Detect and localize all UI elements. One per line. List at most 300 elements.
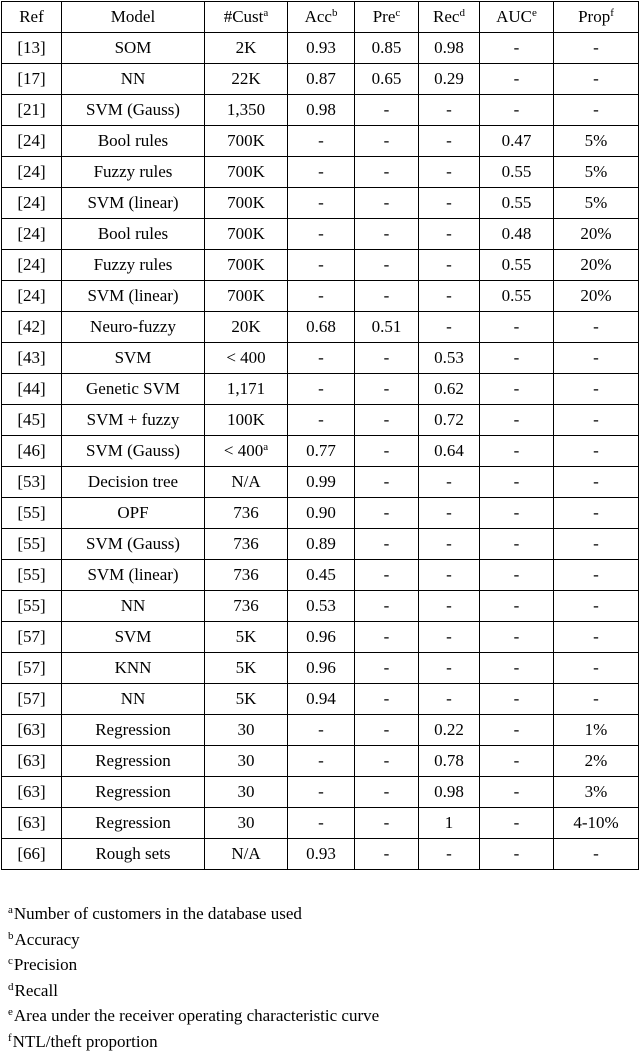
cell-model <box>62 560 205 591</box>
cell-auc <box>480 839 554 870</box>
cell-value: - <box>513 844 520 863</box>
cell-value: - <box>318 224 324 243</box>
cell-value: [43] <box>17 348 46 367</box>
footnote-marker: a <box>263 441 269 453</box>
cell-value: 0.65 <box>371 69 402 88</box>
cell-rec <box>419 467 480 498</box>
cell-acc <box>288 95 355 126</box>
cell-value: 700K <box>227 131 265 150</box>
cell-value: - <box>446 255 452 274</box>
cell-value: - <box>383 596 390 615</box>
cell-cust <box>205 33 288 64</box>
cell-pre <box>355 64 419 95</box>
cell-value: 20K <box>231 317 261 336</box>
cell-prop <box>554 126 639 157</box>
cell-value: - <box>318 379 324 398</box>
table-row <box>2 250 639 281</box>
cell-auc <box>480 64 554 95</box>
cell-value: - <box>593 534 599 553</box>
cell-value: Neuro-fuzzy <box>90 317 176 336</box>
cell-acc <box>288 405 355 436</box>
cell-value: - <box>513 782 520 801</box>
cell-pre <box>355 746 419 777</box>
cell-value: Decision tree <box>87 472 179 491</box>
column-header-model <box>62 2 205 33</box>
cell-ref <box>2 653 62 684</box>
cell-value: 0.64 <box>434 441 464 460</box>
cell-value: - <box>593 100 599 119</box>
cell-value: 0.22 <box>434 720 464 739</box>
table-row <box>2 343 639 374</box>
footnote-marker: c <box>395 7 401 19</box>
cell-value: < 400 <box>226 348 266 367</box>
cell-value: SOM <box>114 38 152 57</box>
cell-value: 2K <box>235 38 257 57</box>
cell-rec <box>419 591 480 622</box>
cell-value: - <box>513 658 520 677</box>
cell-ref <box>2 498 62 529</box>
cell-value: [63] <box>17 813 46 832</box>
cell-rec <box>419 219 480 250</box>
column-header-cust <box>205 2 288 33</box>
cell-pre <box>355 312 419 343</box>
cell-acc <box>288 126 355 157</box>
cell-value: - <box>513 317 520 336</box>
cell-value: [13] <box>17 38 46 57</box>
cell-cust <box>205 560 288 591</box>
cell-value: 3% <box>584 782 608 801</box>
cell-value: 0.55 <box>501 162 532 181</box>
cell-rec <box>419 343 480 374</box>
cell-value: [24] <box>17 286 46 305</box>
cell-model <box>62 188 205 219</box>
cell-rec <box>419 281 480 312</box>
table-row <box>2 436 639 467</box>
cell-acc <box>288 467 355 498</box>
cell-model <box>62 33 205 64</box>
table-row <box>2 281 639 312</box>
cell-value: - <box>383 441 390 460</box>
cell-value: 0.96 <box>306 627 336 646</box>
cell-value: - <box>593 627 599 646</box>
cell-prop <box>554 157 639 188</box>
cell-prop <box>554 374 639 405</box>
cell-rec <box>419 529 480 560</box>
table-row <box>2 157 639 188</box>
column-header-label: Pre <box>372 7 396 26</box>
cell-value: - <box>383 720 390 739</box>
cell-cust <box>205 64 288 95</box>
footnotes <box>8 901 379 1055</box>
cell-pre <box>355 157 419 188</box>
table-row <box>2 374 639 405</box>
cell-pre <box>355 467 419 498</box>
cell-rec <box>419 157 480 188</box>
footnote-text: Number of customers in the database used <box>13 904 302 923</box>
cell-value: [17] <box>17 69 46 88</box>
cell-ref <box>2 126 62 157</box>
cell-value: [24] <box>17 255 46 274</box>
cell-value: - <box>383 751 390 770</box>
cell-value: [24] <box>17 193 46 212</box>
cell-rec <box>419 715 480 746</box>
cell-ref <box>2 808 62 839</box>
cell-acc <box>288 219 355 250</box>
cell-value: 30 <box>237 720 255 739</box>
cell-value: 0.99 <box>306 472 336 491</box>
cell-value: - <box>593 472 599 491</box>
cell-value: 0.98 <box>306 100 336 119</box>
cell-ref <box>2 467 62 498</box>
cell-value: 736 <box>233 565 259 584</box>
cell-value: SVM (Gauss) <box>86 441 180 460</box>
cell-prop <box>554 808 639 839</box>
cell-value: - <box>513 534 520 553</box>
cell-value: 0.72 <box>434 410 464 429</box>
table-row <box>2 219 639 250</box>
cell-pre <box>355 777 419 808</box>
cell-cust <box>205 622 288 653</box>
cell-value: - <box>513 596 520 615</box>
cell-value: 0.94 <box>306 689 336 708</box>
cell-model <box>62 219 205 250</box>
cell-prop <box>554 95 639 126</box>
cell-cust <box>205 374 288 405</box>
cell-value: 0.48 <box>501 224 532 243</box>
cell-value: SVM + fuzzy <box>86 410 180 429</box>
cell-value: - <box>593 317 599 336</box>
cell-value: 0.98 <box>434 782 464 801</box>
cell-prop <box>554 529 639 560</box>
cell-value: - <box>383 565 390 584</box>
cell-value: N/A <box>231 472 261 491</box>
cell-value: NN <box>120 69 146 88</box>
cell-cust <box>205 250 288 281</box>
table-row <box>2 622 639 653</box>
cell-value: [55] <box>17 596 46 615</box>
footnote-text: Area under the receiver operating characteristic curve <box>13 1006 380 1026</box>
cell-value: - <box>446 627 452 646</box>
footnote-text: NTL/theft proportion <box>12 1031 158 1051</box>
cell-rec <box>419 312 480 343</box>
cell-value: 0.29 <box>434 69 464 88</box>
cell-pre <box>355 808 419 839</box>
cell-value: Genetic SVM <box>86 379 180 398</box>
cell-auc <box>480 374 554 405</box>
cell-value: 0.98 <box>434 38 464 57</box>
footnote <box>8 1003 379 1029</box>
cell-acc <box>288 374 355 405</box>
cell-auc <box>480 343 554 374</box>
cell-prop <box>554 560 639 591</box>
table-body <box>2 33 639 870</box>
cell-ref <box>2 436 62 467</box>
cell-pre <box>355 95 419 126</box>
cell-acc <box>288 343 355 374</box>
cell-prop <box>554 715 639 746</box>
cell-value: - <box>593 503 599 522</box>
cell-value: - <box>383 534 390 553</box>
cell-prop <box>554 839 639 870</box>
cell-prop <box>554 684 639 715</box>
cell-value: [57] <box>17 658 46 677</box>
cell-value: [46] <box>17 441 46 460</box>
cell-pre <box>355 33 419 64</box>
cell-value: 20% <box>580 224 612 243</box>
column-header-label: #Cust <box>223 7 264 26</box>
cell-pre <box>355 188 419 219</box>
cell-value: - <box>383 100 390 119</box>
cell-acc <box>288 529 355 560</box>
cell-prop <box>554 343 639 374</box>
cell-value: - <box>593 441 599 460</box>
cell-rec <box>419 188 480 219</box>
table-row <box>2 560 639 591</box>
cell-cust <box>205 312 288 343</box>
table-row <box>2 126 639 157</box>
cell-rec <box>419 405 480 436</box>
table-row <box>2 591 639 622</box>
column-header-label: AUC <box>496 7 532 26</box>
cell-value: - <box>593 348 599 367</box>
cell-pre <box>355 529 419 560</box>
cell-value: - <box>446 162 452 181</box>
cell-model <box>62 715 205 746</box>
cell-model <box>62 312 205 343</box>
cell-value: 0.55 <box>501 286 532 305</box>
cell-acc <box>288 839 355 870</box>
cell-value: - <box>383 162 390 181</box>
cell-value: 736 <box>233 596 259 615</box>
cell-value: Regression <box>95 751 171 770</box>
cell-pre <box>355 405 419 436</box>
cell-value: [42] <box>17 317 46 336</box>
cell-ref <box>2 839 62 870</box>
cell-value: - <box>383 689 390 708</box>
cell-value: - <box>593 658 599 677</box>
cell-value: - <box>513 379 520 398</box>
column-header-rec <box>419 2 480 33</box>
cell-model <box>62 839 205 870</box>
cell-value: [24] <box>17 131 46 150</box>
column-header-label: Model <box>110 7 156 26</box>
cell-value: 700K <box>227 224 265 243</box>
cell-rec <box>419 653 480 684</box>
cell-value: [57] <box>17 689 46 708</box>
cell-value: - <box>446 472 452 491</box>
cell-value: - <box>513 69 520 88</box>
table-row <box>2 405 639 436</box>
cell-value: 0.51 <box>371 317 402 336</box>
cell-value: 0.78 <box>434 751 464 770</box>
cell-prop <box>554 467 639 498</box>
cell-value: SVM (Gauss) <box>86 100 180 119</box>
cell-value: 0.89 <box>306 534 336 553</box>
cell-pre <box>355 653 419 684</box>
cell-acc <box>288 436 355 467</box>
cell-value: - <box>318 255 324 274</box>
column-header-ref <box>2 2 62 33</box>
cell-pre <box>355 219 419 250</box>
cell-model <box>62 281 205 312</box>
cell-rec <box>419 808 480 839</box>
footnote-marker: b <box>8 929 14 942</box>
cell-prop <box>554 777 639 808</box>
cell-value: [66] <box>17 844 46 863</box>
footnote-marker: b <box>331 7 338 19</box>
cell-cust <box>205 591 288 622</box>
cell-cust <box>205 467 288 498</box>
cell-value: [63] <box>17 720 46 739</box>
cell-ref <box>2 777 62 808</box>
cell-value: SVM (Gauss) <box>86 534 180 553</box>
cell-value: - <box>446 596 452 615</box>
cell-ref <box>2 343 62 374</box>
cell-model <box>62 808 205 839</box>
table-row <box>2 684 639 715</box>
cell-value: - <box>318 751 324 770</box>
cell-pre <box>355 715 419 746</box>
cell-value: NN <box>120 596 146 615</box>
cell-prop <box>554 591 639 622</box>
cell-value: 5K <box>235 658 257 677</box>
cell-value: [57] <box>17 627 46 646</box>
cell-auc <box>480 808 554 839</box>
cell-cust <box>205 281 288 312</box>
cell-value: - <box>593 69 599 88</box>
cell-prop <box>554 250 639 281</box>
cell-auc <box>480 188 554 219</box>
cell-value: SVM (linear) <box>87 286 179 305</box>
cell-model <box>62 126 205 157</box>
table-header-row <box>2 2 639 33</box>
cell-value: - <box>383 410 390 429</box>
cell-value: - <box>446 100 452 119</box>
cell-value: NN <box>120 689 146 708</box>
cell-prop <box>554 312 639 343</box>
cell-value: - <box>593 844 599 863</box>
cell-auc <box>480 622 554 653</box>
footnote-marker: a <box>8 904 13 916</box>
cell-acc <box>288 808 355 839</box>
column-header-acc <box>288 2 355 33</box>
cell-model <box>62 250 205 281</box>
cell-value: - <box>446 224 452 243</box>
cell-value: 5% <box>584 131 608 150</box>
footnote-marker: f <box>610 7 614 19</box>
cell-value: - <box>593 379 599 398</box>
cell-value: [45] <box>17 410 46 429</box>
cell-prop <box>554 746 639 777</box>
cell-value: - <box>593 565 599 584</box>
cell-value: [55] <box>17 534 46 553</box>
results-table <box>1 1 639 870</box>
cell-ref <box>2 64 62 95</box>
cell-value: 1 <box>444 813 454 832</box>
cell-prop <box>554 281 639 312</box>
column-header-label: Acc <box>304 7 332 26</box>
cell-value: - <box>513 100 520 119</box>
cell-value: - <box>318 813 324 832</box>
table-row <box>2 312 639 343</box>
cell-model <box>62 374 205 405</box>
cell-value: [63] <box>17 751 46 770</box>
cell-model <box>62 157 205 188</box>
cell-value: Regression <box>95 813 171 832</box>
cell-cust <box>205 343 288 374</box>
cell-value: - <box>383 348 390 367</box>
cell-prop <box>554 33 639 64</box>
cell-value: 736 <box>233 534 259 553</box>
cell-pre <box>355 839 419 870</box>
cell-model <box>62 529 205 560</box>
table-row <box>2 653 639 684</box>
footnote-marker: d <box>8 980 14 993</box>
table-row <box>2 777 639 808</box>
cell-value: [24] <box>17 162 46 181</box>
cell-model <box>62 405 205 436</box>
cell-prop <box>554 405 639 436</box>
cell-model <box>62 64 205 95</box>
cell-value: 0.93 <box>306 844 336 863</box>
cell-value: - <box>383 131 390 150</box>
cell-value: - <box>383 782 390 801</box>
cell-value: 1,350 <box>226 100 266 119</box>
cell-value: - <box>593 410 599 429</box>
cell-value: - <box>318 162 324 181</box>
cell-value: - <box>513 751 520 770</box>
footnote-marker: a <box>263 7 269 19</box>
cell-acc <box>288 746 355 777</box>
cell-rec <box>419 839 480 870</box>
cell-value: - <box>318 782 324 801</box>
table-row <box>2 95 639 126</box>
table-row <box>2 839 639 870</box>
cell-rec <box>419 33 480 64</box>
cell-value: 20% <box>580 255 612 274</box>
cell-value: - <box>513 38 520 57</box>
column-header-label: Rec <box>433 7 460 26</box>
cell-value: 0.55 <box>501 255 532 274</box>
cell-value: - <box>383 379 390 398</box>
cell-value: 700K <box>227 193 265 212</box>
cell-ref <box>2 591 62 622</box>
cell-model <box>62 343 205 374</box>
column-header-prop <box>554 2 639 33</box>
cell-value: - <box>513 565 520 584</box>
cell-ref <box>2 684 62 715</box>
cell-cust <box>205 777 288 808</box>
cell-auc <box>480 126 554 157</box>
cell-value: - <box>383 193 390 212</box>
cell-acc <box>288 777 355 808</box>
column-header-label: Prop <box>578 7 611 26</box>
cell-rec <box>419 64 480 95</box>
cell-cust <box>205 405 288 436</box>
cell-rec <box>419 560 480 591</box>
cell-ref <box>2 374 62 405</box>
cell-value: - <box>446 131 452 150</box>
cell-ref <box>2 95 62 126</box>
cell-value: - <box>383 255 390 274</box>
cell-model <box>62 746 205 777</box>
cell-auc <box>480 312 554 343</box>
cell-value: Bool rules <box>97 131 169 150</box>
cell-value: - <box>513 689 520 708</box>
cell-value: - <box>318 720 324 739</box>
cell-ref <box>2 250 62 281</box>
cell-auc <box>480 467 554 498</box>
